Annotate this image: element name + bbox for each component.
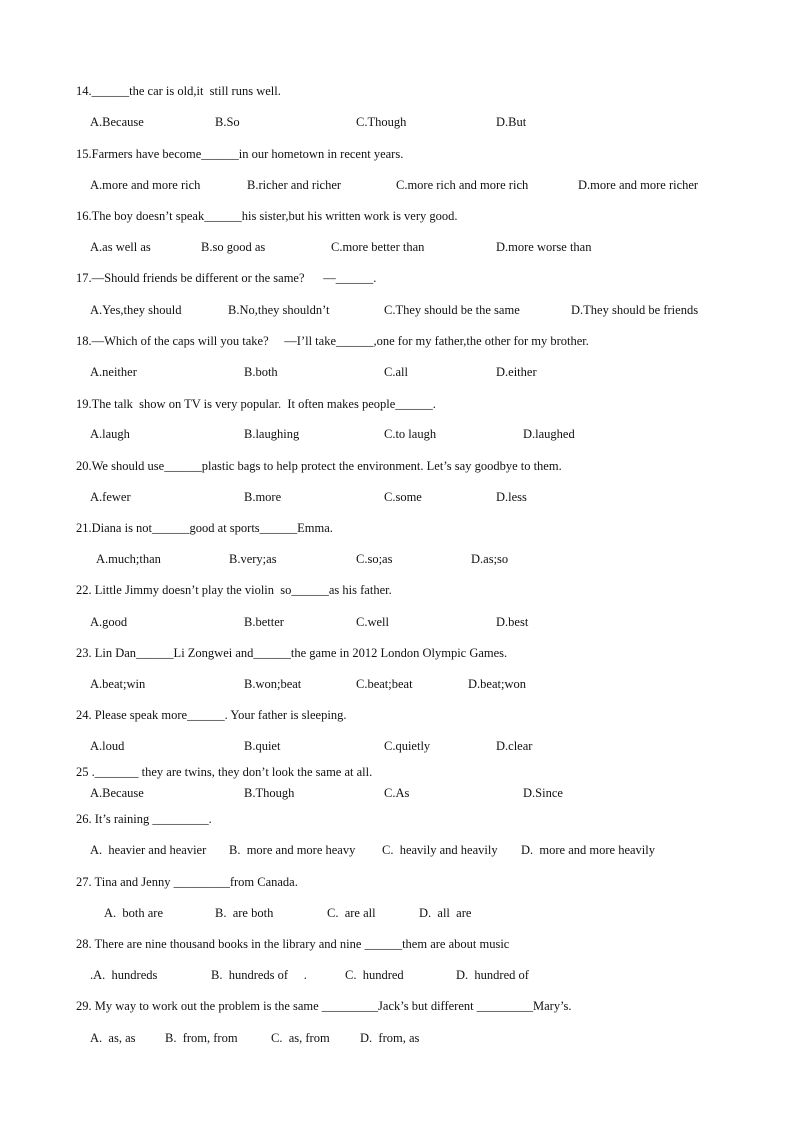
question-28-option-c: C. hundred — [345, 968, 404, 982]
question-25-option-c: C.As — [384, 786, 410, 800]
question-17-option-b: B.No,they shouldn’t — [228, 303, 330, 317]
question-23-option-a: A.beat;win — [90, 677, 146, 691]
question-14-option-b: B.So — [215, 115, 240, 129]
question-27-option-d: D. all are — [419, 906, 472, 920]
question-23-stem: 23. Lin Dan______Li Zongwei and______the game in 2012 London Olympic Games. — [76, 646, 508, 660]
question-20-option-a: A.fewer — [90, 490, 131, 504]
question-23-option-b: B.won;beat — [244, 677, 302, 691]
question-27-option-c: C. are all — [327, 906, 376, 920]
question-21-option-c: C.so;as — [356, 552, 393, 566]
question-17-option-c: C.They should be the same — [384, 303, 520, 317]
question-19-option-c: C.to laugh — [384, 427, 437, 441]
question-24-option-d: D.clear — [496, 739, 533, 753]
question-14-option-d: D.But — [496, 115, 527, 129]
question-18-option-a: A.neither — [90, 365, 137, 379]
question-15-option-a: A.more and more rich — [90, 178, 201, 192]
question-25-stem: 25 ._______ they are twins, they don’t look the same at all. — [76, 765, 373, 779]
question-18-option-c: C.all — [384, 365, 408, 379]
question-27-option-a: A. both are — [104, 906, 164, 920]
question-27-option-b: B. are both — [215, 906, 274, 920]
question-23-option-c: C.beat;beat — [356, 677, 413, 691]
question-15-stem: 15.Farmers have become______in our hometown in recent years. — [76, 147, 404, 161]
question-29-option-c: C. as, from — [271, 1031, 330, 1045]
question-27-stem: 27. Tina and Jenny _________from Canada. — [76, 875, 298, 889]
question-18-stem: 18.—Which of the caps will you take? —I’ll take______,one for my father,the other for my brother. — [76, 334, 589, 348]
question-21-option-a: A.much;than — [96, 552, 161, 566]
question-29-option-d: D. from, as — [360, 1031, 420, 1045]
question-20-stem: 20.We should use______plastic bags to help protect the environment. Let’s say goodbye to them. — [76, 459, 562, 473]
question-25-option-d: D.Since — [523, 786, 563, 800]
question-29-stem: 29. My way to work out the problem is the same _________Jack’s but different _________Mary’s. — [76, 999, 572, 1013]
question-14-option-a: A.Because — [90, 115, 144, 129]
question-22-option-b: B.better — [244, 615, 284, 629]
question-24-option-c: C.quietly — [384, 739, 431, 753]
question-20-option-b: B.more — [244, 490, 282, 504]
question-20-option-c: C.some — [384, 490, 422, 504]
question-24-option-b: B.quiet — [244, 739, 281, 753]
question-25-option-a: A.Because — [90, 786, 144, 800]
question-17-option-a: A.Yes,they should — [90, 303, 182, 317]
question-25-option-b: B.Though — [244, 786, 295, 800]
question-15-option-c: C.more rich and more rich — [396, 178, 529, 192]
question-26-option-b: B. more and more heavy — [229, 843, 356, 857]
question-29-option-a: A. as, as — [90, 1031, 136, 1045]
question-28-option-a: .A. hundreds — [90, 968, 158, 982]
question-22-stem: 22. Little Jimmy doesn’t play the violin so______as his father. — [76, 583, 392, 597]
question-17-stem: 17.—Should friends be different or the same? —______. — [76, 271, 377, 285]
question-22-option-d: D.best — [496, 615, 529, 629]
question-28-option-b: B. hundreds of . — [211, 968, 307, 982]
question-16-option-c: C.more better than — [331, 240, 425, 254]
question-14-stem: 14.______the car is old,it still runs well. — [76, 84, 281, 98]
question-16-stem: 16.The boy doesn’t speak______his sister,but his written work is very good. — [76, 209, 458, 223]
question-15-option-b: B.richer and richer — [247, 178, 342, 192]
question-21-stem: 21.Diana is not______good at sports______Emma. — [76, 521, 333, 535]
question-29-option-b: B. from, from — [165, 1031, 238, 1045]
question-18-option-d: D.either — [496, 365, 537, 379]
question-19-stem: 19.The talk show on TV is very popular. It often makes people______. — [76, 397, 436, 411]
question-18-option-b: B.both — [244, 365, 278, 379]
question-28-option-d: D. hundred of — [456, 968, 529, 982]
question-16-option-a: A.as well as — [90, 240, 151, 254]
question-24-stem: 24. Please speak more______. Your father is sleeping. — [76, 708, 347, 722]
question-28-stem: 28. There are nine thousand books in the library and nine ______them are about music — [76, 937, 510, 951]
question-22-option-a: A.good — [90, 615, 128, 629]
question-26-option-c: C. heavily and heavily — [382, 843, 498, 857]
question-23-option-d: D.beat;won — [468, 677, 526, 691]
question-20-option-d: D.less — [496, 490, 527, 504]
question-19-option-a: A.laugh — [90, 427, 130, 441]
question-24-option-a: A.loud — [90, 739, 125, 753]
question-16-option-b: B.so good as — [201, 240, 266, 254]
question-21-option-b: B.very;as — [229, 552, 277, 566]
question-14-option-c: C.Though — [356, 115, 407, 129]
question-15-option-d: D.more and more richer — [578, 178, 699, 192]
question-26-option-a: A. heavier and heavier — [90, 843, 207, 857]
question-19-option-b: B.laughing — [244, 427, 300, 441]
question-26-option-d: D. more and more heavily — [521, 843, 655, 857]
question-19-option-d: D.laughed — [523, 427, 575, 441]
question-21-option-d: D.as;so — [471, 552, 509, 566]
question-22-option-c: C.well — [356, 615, 389, 629]
question-16-option-d: D.more worse than — [496, 240, 592, 254]
question-26-stem: 26. It’s raining _________. — [76, 812, 212, 826]
question-17-option-d: D.They should be friends — [571, 303, 699, 317]
